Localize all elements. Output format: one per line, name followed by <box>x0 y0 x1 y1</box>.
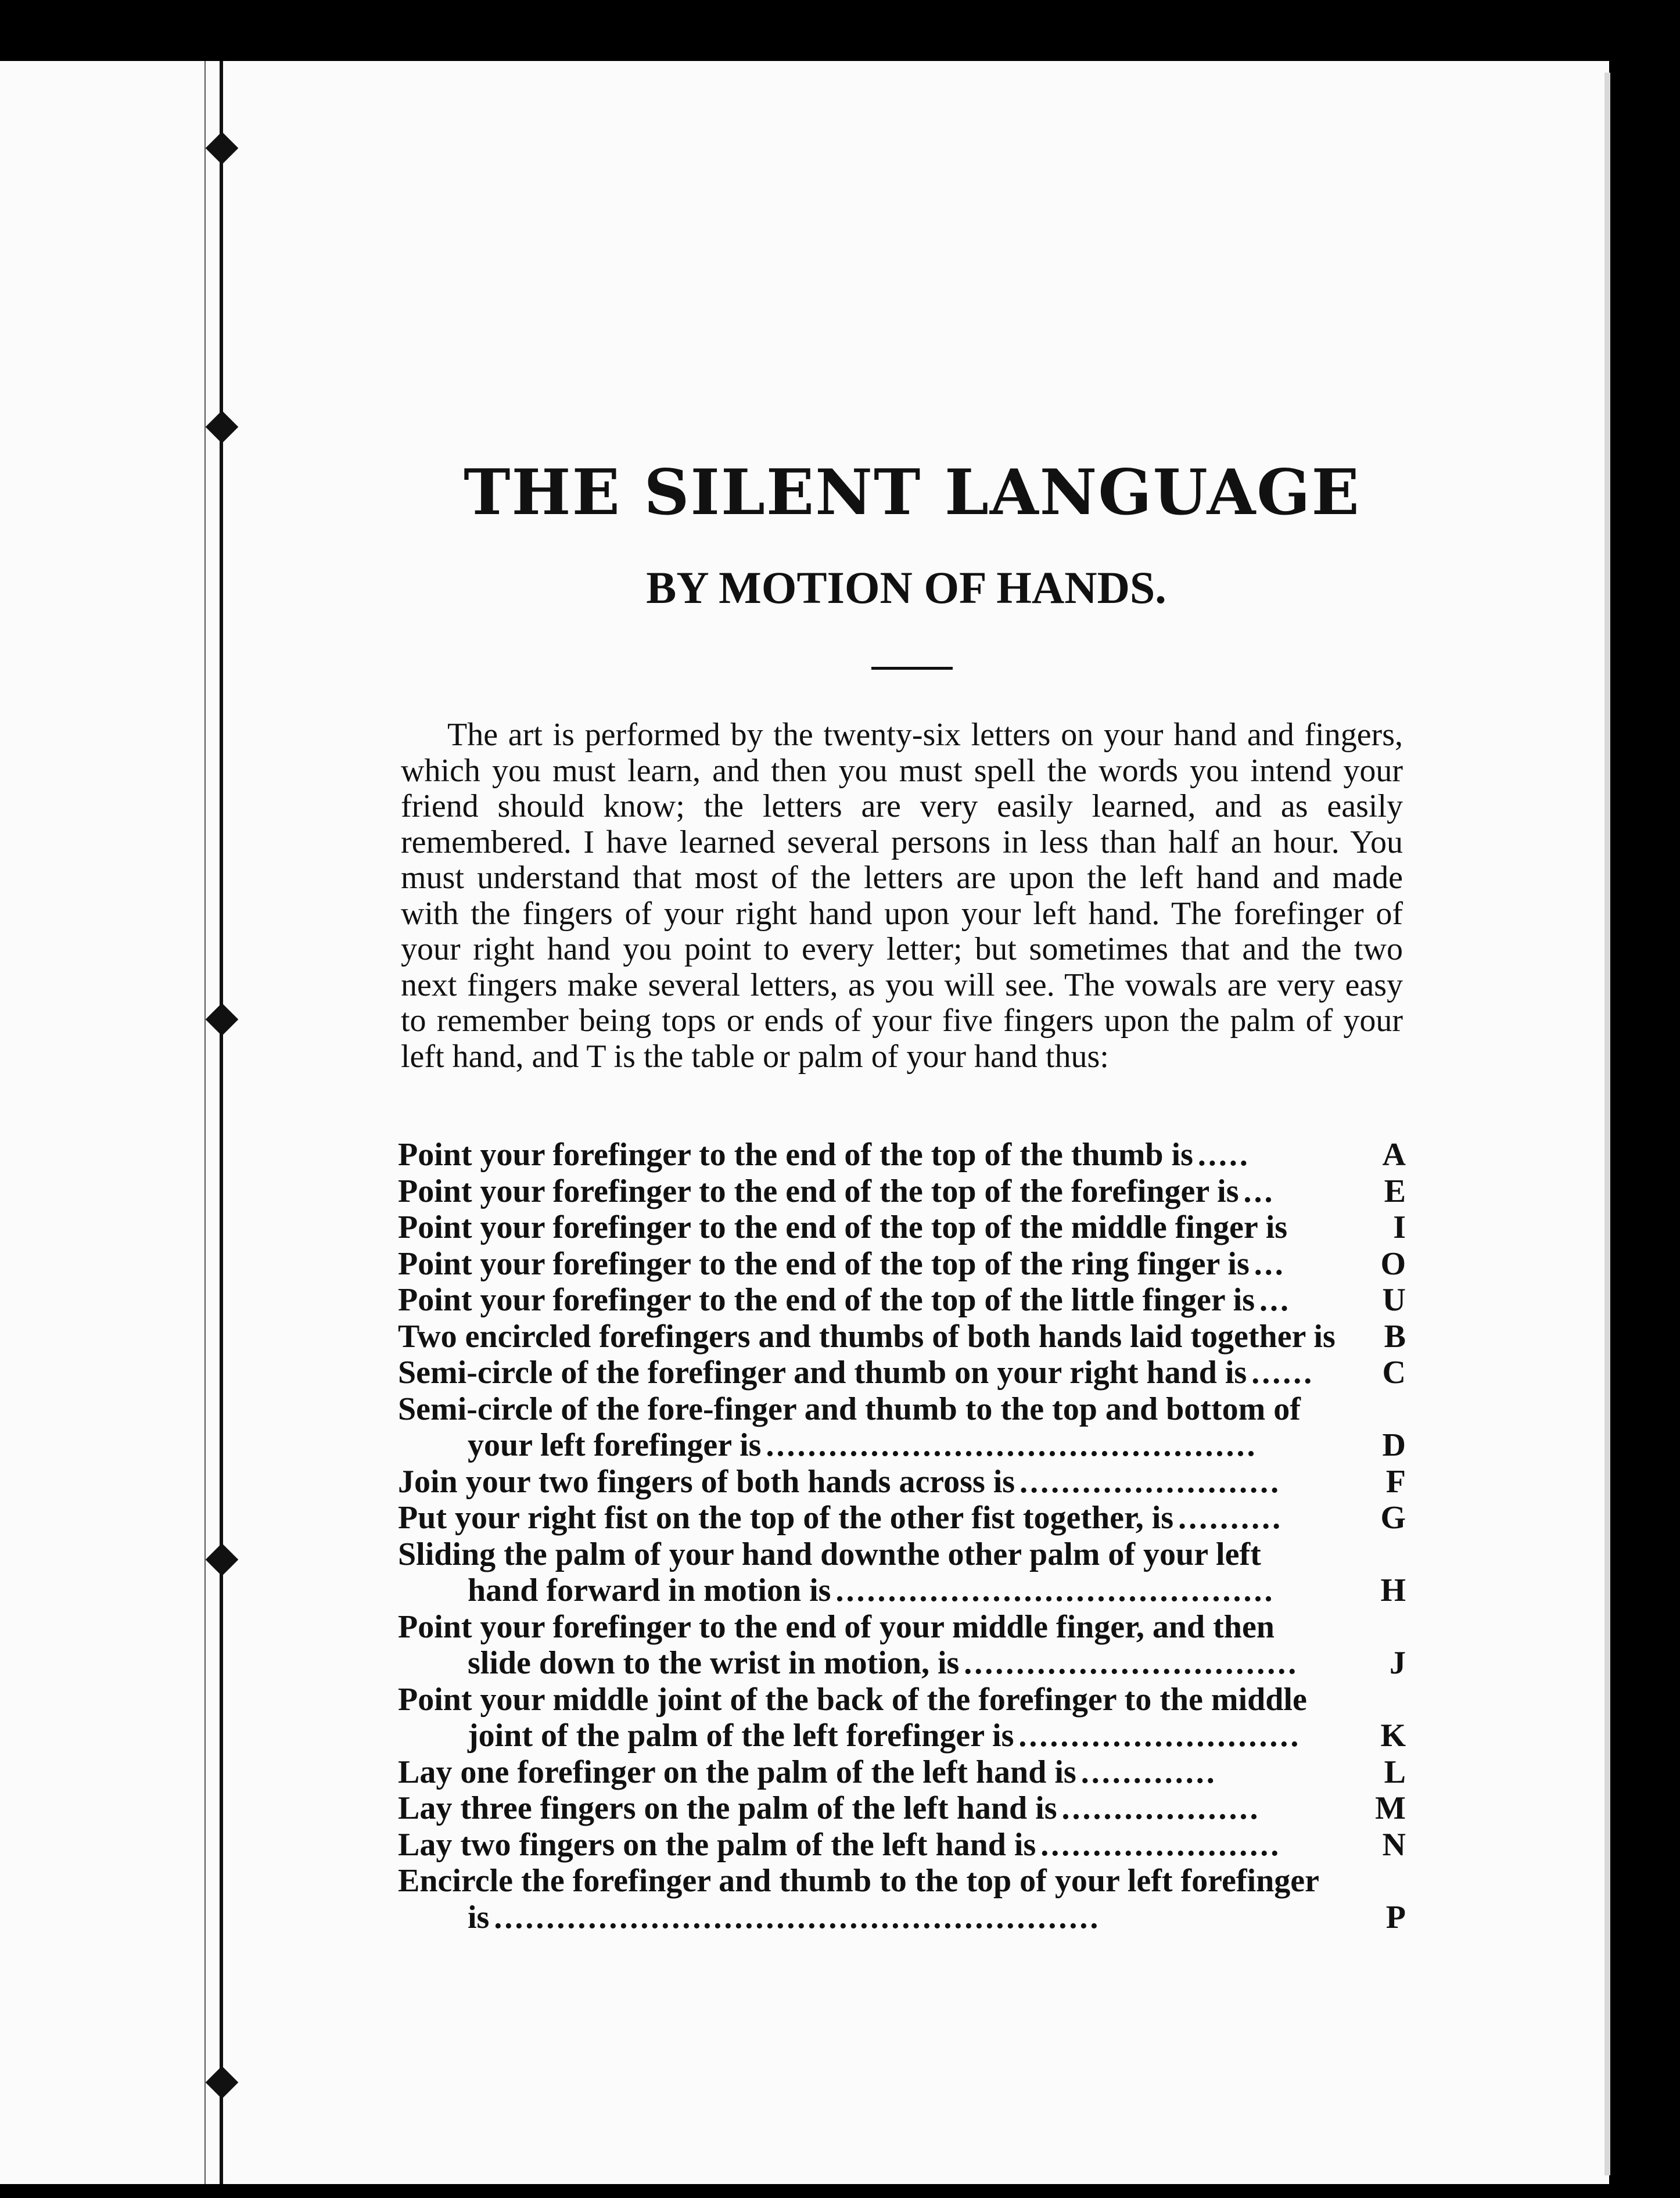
list-item <box>398 1282 1406 1319</box>
entry-letter: D <box>1382 1427 1406 1463</box>
entry-letter: C <box>1382 1355 1406 1391</box>
entry-line <box>398 1137 1406 1173</box>
entry-text: Lay one forefinger on the palm of the left hand is <box>398 1754 1076 1790</box>
entry-text: slide down to the wrist in motion, is <box>468 1645 960 1681</box>
leader-dots: ................... <box>1061 1790 1261 1826</box>
entry-letter: P <box>1385 1899 1406 1935</box>
entry-letter: N <box>1382 1826 1406 1863</box>
alphabet-list <box>398 1137 1406 1935</box>
list-item <box>398 1863 1406 1935</box>
entry-line <box>398 1536 1406 1573</box>
list-item <box>398 1173 1406 1210</box>
list-item <box>398 1209 1406 1246</box>
leader-dots: .......................................................... <box>494 1899 1101 1935</box>
entry-line <box>398 1391 1406 1428</box>
entry-text: Point your forefinger to the end of the top of the forefinger is <box>398 1173 1239 1209</box>
page-edge <box>1604 73 1610 2175</box>
binding-stitch <box>206 1003 239 1036</box>
entry-text: Semi-circle of the fore-finger and thumb to the top and bottom of <box>398 1391 1301 1427</box>
list-item <box>398 1536 1406 1609</box>
entry-text: Semi-circle of the forefinger and thumb on your right hand is <box>398 1355 1247 1391</box>
entry-text: is <box>468 1899 490 1935</box>
leader-dots: ... <box>1259 1282 1291 1318</box>
binding-line <box>220 61 223 2184</box>
entry-line <box>398 1319 1406 1355</box>
entry-line <box>398 1899 1406 1936</box>
binding-stitch <box>206 411 239 444</box>
leader-dots: ............. <box>1080 1754 1217 1790</box>
intro-paragraph: The art is performed by the twenty-six letters on your hand and fingers, which you must learn, and then you must spell the words you intend your friend should know; the letters are very easily learned, and as easily remembered. I have learned several persons in less than half an hour. You must understand that most of the letters are upon the left hand and made with the fingers of your right hand upon your left hand. The forefinger of your right hand you point to every letter; but sometimes that and the two next fingers make several letters, as you will see. The vowals are very easy to remember being tops or ends of your five fingers upon the palm of your left hand, and T is the table or palm of your hand thus: <box>401 717 1403 1075</box>
entry-line <box>398 1827 1406 1863</box>
entry-letter: M <box>1375 1790 1406 1826</box>
entry-text: Lay three fingers on the palm of the left hand is <box>398 1790 1057 1826</box>
entry-letter: J <box>1390 1645 1406 1681</box>
list-item <box>398 1464 1406 1500</box>
entry-text: your left forefinger is <box>468 1427 762 1463</box>
entry-line <box>398 1682 1406 1718</box>
entry-line <box>398 1173 1406 1210</box>
leader-dots: ... <box>1243 1173 1275 1209</box>
list-item <box>398 1682 1406 1754</box>
leader-dots: ......................... <box>1020 1463 1281 1500</box>
leader-dots: ....................... <box>1040 1826 1281 1863</box>
entry-text: Put your right fist on the top of the other fist together, is <box>398 1500 1174 1536</box>
entry-text: Point your forefinger to the end of the top of the little finger is <box>398 1282 1255 1318</box>
entry-text: Encircle the forefinger and thumb to the top of your left forefinger <box>398 1863 1319 1899</box>
page-title: THE SILENT LANGUAGE <box>464 456 1360 529</box>
entry-letter: L <box>1384 1754 1406 1790</box>
entry-letter: B <box>1384 1318 1406 1355</box>
list-item <box>398 1246 1406 1283</box>
list-item <box>398 1754 1406 1791</box>
entry-line <box>398 1246 1406 1283</box>
leader-dots: ............................................... <box>766 1427 1258 1463</box>
entry-text: hand forward in motion is <box>468 1572 831 1608</box>
entry-text: Two encircled forefingers and thumbs of both hands laid together is <box>398 1318 1336 1355</box>
page-subtitle: BY MOTION OF HANDS. <box>646 562 1166 613</box>
entry-text: Point your forefinger to the end of the top of the thumb is <box>398 1137 1193 1173</box>
entry-line <box>398 1609 1406 1646</box>
entry-letter: G <box>1380 1500 1406 1536</box>
entry-line <box>398 1754 1406 1791</box>
title-divider <box>871 667 953 670</box>
entry-letter: K <box>1380 1718 1406 1754</box>
binding-stitch <box>206 1543 239 1576</box>
entry-line <box>398 1572 1406 1609</box>
entry-line <box>398 1464 1406 1500</box>
list-item <box>398 1827 1406 1863</box>
list-item <box>398 1319 1406 1355</box>
entry-text: Point your forefinger to the end of the top of the ring finger is <box>398 1245 1250 1282</box>
entry-text: joint of the palm of the left forefinger is <box>468 1718 1014 1754</box>
leader-dots: ................................ <box>964 1645 1299 1681</box>
leader-dots: .......................................... <box>835 1572 1275 1608</box>
leader-dots: ... <box>1254 1245 1286 1282</box>
list-item <box>398 1609 1406 1682</box>
entry-text: Join your two fingers of both hands across is <box>398 1463 1015 1500</box>
binding-stitch <box>206 132 239 165</box>
binding-stitch <box>206 2066 239 2099</box>
leader-dots: .......... <box>1178 1500 1283 1536</box>
entry-line <box>398 1863 1406 1899</box>
entry-text: Point your middle joint of the back of the forefinger to the middle <box>398 1681 1307 1718</box>
list-item <box>398 1391 1406 1464</box>
entry-text: Point your forefinger to the end of your middle finger, and then <box>398 1608 1275 1645</box>
entry-letter: A <box>1382 1137 1406 1173</box>
entry-letter: F <box>1385 1463 1406 1500</box>
leader-dots: ........................... <box>1018 1718 1301 1754</box>
entry-text: Point your forefinger to the end of the top of the middle finger is <box>398 1209 1288 1245</box>
entry-text: Lay two fingers on the palm of the left hand is <box>398 1826 1036 1863</box>
list-item <box>398 1137 1406 1173</box>
entry-line <box>398 1355 1406 1391</box>
list-item <box>398 1790 1406 1827</box>
entry-line <box>398 1427 1406 1464</box>
list-item <box>398 1500 1406 1536</box>
entry-line <box>398 1718 1406 1754</box>
leader-dots: ...... <box>1251 1355 1315 1391</box>
entry-letter: H <box>1380 1572 1406 1608</box>
entry-line <box>398 1790 1406 1827</box>
entry-letter: I <box>1393 1209 1406 1245</box>
list-item <box>398 1355 1406 1391</box>
entry-line <box>398 1282 1406 1319</box>
entry-letter: O <box>1380 1245 1406 1282</box>
entry-line <box>398 1645 1406 1682</box>
book-page <box>0 61 1609 2184</box>
gutter-shadow <box>204 61 206 2184</box>
entry-line <box>398 1500 1406 1536</box>
entry-letter: U <box>1382 1282 1406 1318</box>
leader-dots: ..... <box>1197 1137 1250 1173</box>
entry-line <box>398 1209 1406 1246</box>
entry-letter: E <box>1384 1173 1406 1209</box>
entry-text: Sliding the palm of your hand downthe other palm of your left <box>398 1536 1261 1572</box>
